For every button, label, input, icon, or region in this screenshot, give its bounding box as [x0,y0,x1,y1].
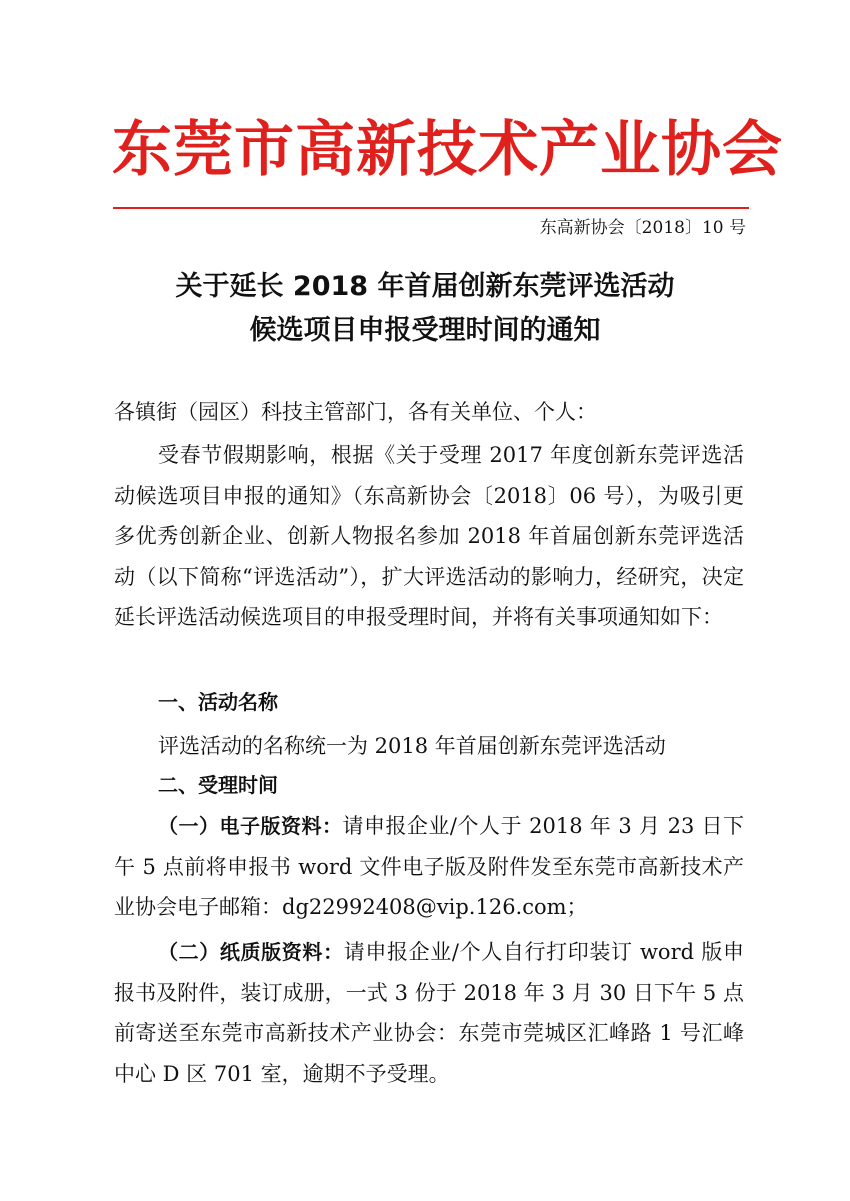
paper-submission-text: 请申报企业/个人自行打印装订 word 版申报书及附件，装订成册，一式 3 份于 2018 年 3 月 30 日下午 5 点前寄送至东莞市高新技术产业协会：东莞市莞城区汇峰路 1 号汇峰中心 D 区 701 室，逾期不予受理。 [114,940,744,1086]
title-line-1: 关于延长 2018 年首届创新东莞评选活动 [175,271,675,302]
intro-paragraph: 受春节假期影响，根据《关于受理 2017 年度创新东莞评选活动候选项目申报的通知》（东高新协会〔2018〕06 号），为吸引更多优秀创新企业、创新人物报名参加 2018 年首届创新东莞评选活动（以下简称“评选活动”），扩大评选活动的影响力，经研究，决定延长评选活动候选项目的申报受理时间，并将有关事项通知如下： [114,443,744,629]
electronic-submission-paragraph [114,806,744,928]
section-1-heading: 一、活动名称 [158,690,278,714]
paper-submission-label: （二）纸质版资料： [158,940,344,964]
section-2-heading: 二、受理时间 [158,773,278,797]
letterhead-org-name: 东莞市高新技术产业协会 [112,115,783,185]
document-title [60,265,790,353]
section-1-text: 评选活动的名称统一为 2018 年首届创新东莞评选活动 [158,734,666,758]
paper-submission-block [114,932,744,1094]
electronic-submission-block [114,806,744,928]
salutation: 各镇街（园区）科技主管部门，各有关单位、个人： [114,400,597,424]
paper-submission-paragraph [114,932,744,1094]
title-line-2: 候选项目申报受理时间的通知 [249,315,601,346]
electronic-submission-label: （一）电子版资料： [158,814,343,838]
electronic-submission-text: 请申报企业/个人于 2018 年 3 月 23 日下午 5 点前将申报书 word 文件电子版及附件发至东莞市高新技术产业协会电子邮箱：dg22992408@vip.126.com； [114,814,745,919]
intro-paragraph-block [114,435,744,638]
document-number: 东高新协会〔2018〕10 号 [539,218,746,238]
letterhead-divider [113,207,749,209]
